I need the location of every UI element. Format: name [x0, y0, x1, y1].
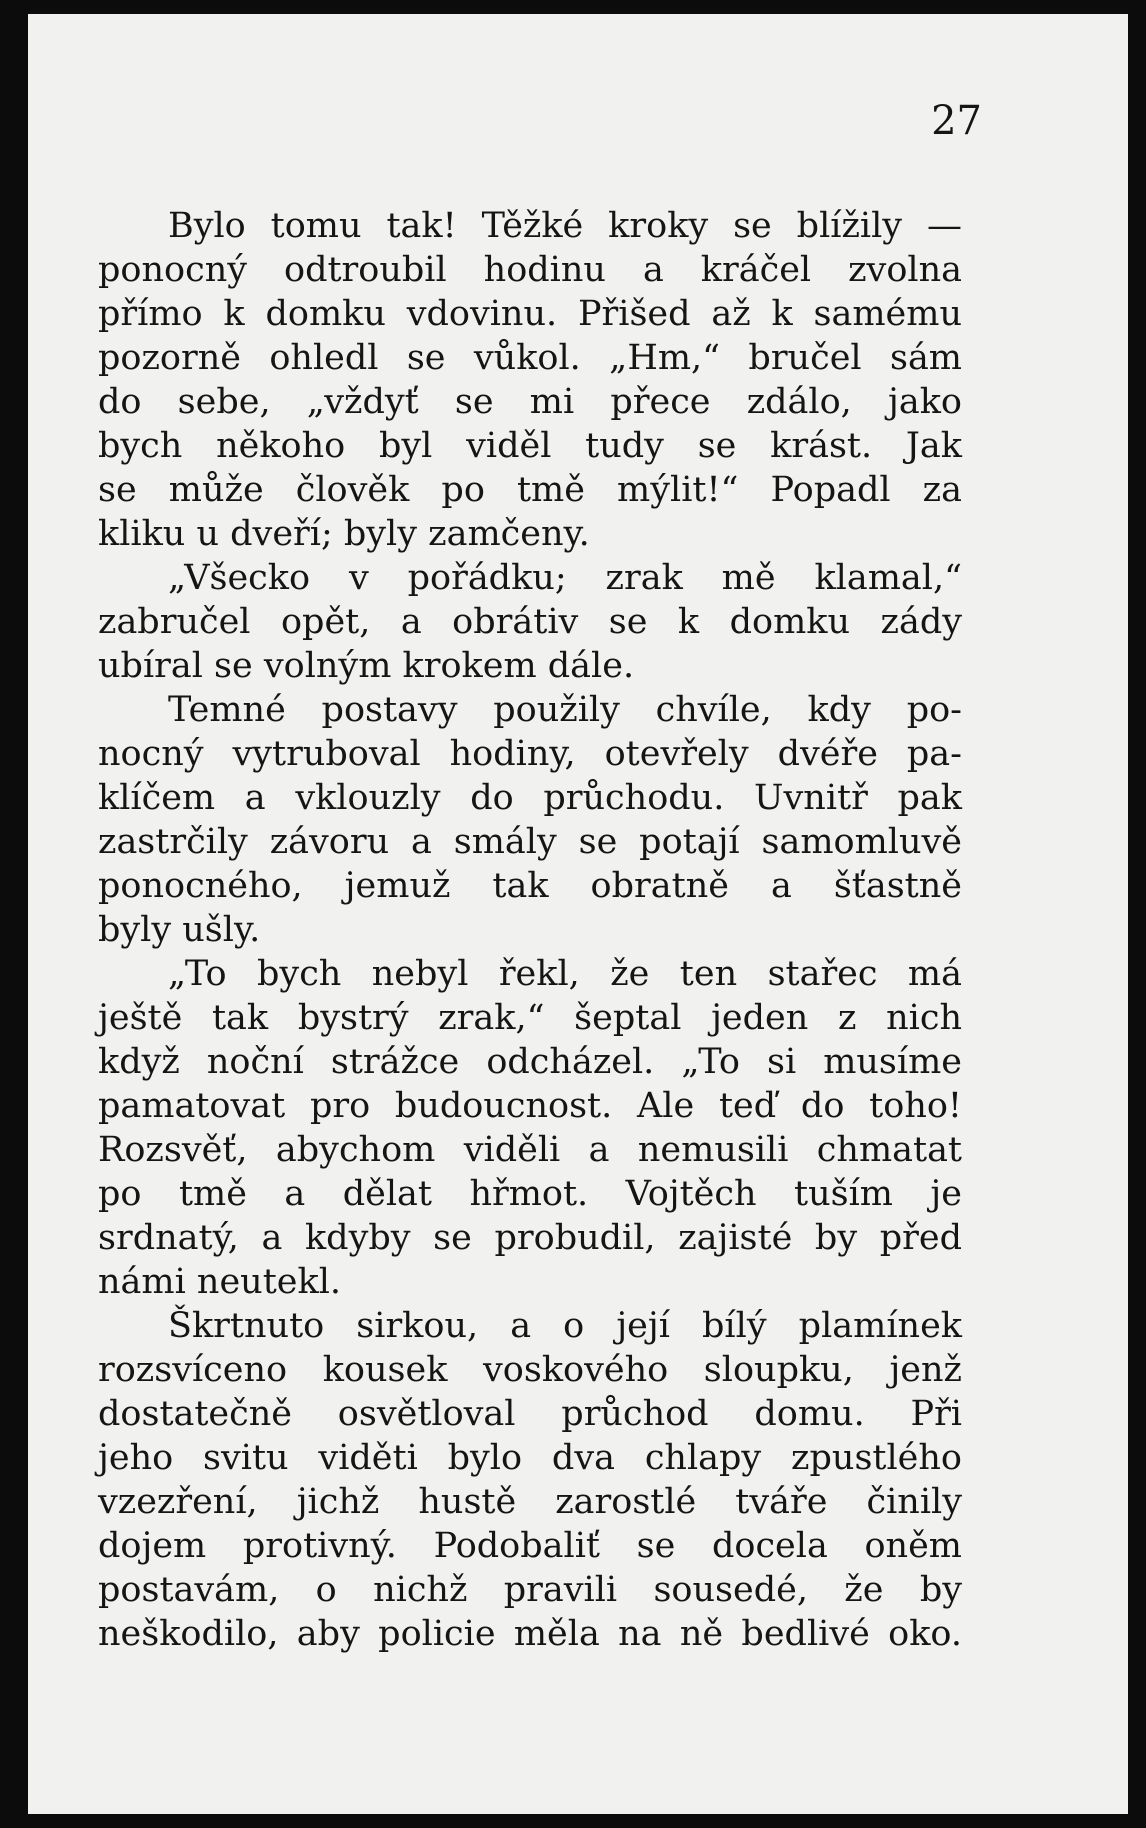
text-line: neškodilo, aby policie měla na ně bedlivé oko. — [98, 1614, 962, 1654]
text-line: se může člověk po tmě mýlit!“ Popadl za — [98, 470, 962, 510]
text-line: ponocný odtroubil hodinu a kráčel zvolna — [98, 250, 962, 290]
text-line: pamatovat pro budoucnost. Ale teď do toho! — [98, 1086, 962, 1126]
text-line: když noční strážce odcházel. „To si musíme — [98, 1042, 962, 1082]
text-line: námi neutekl. — [98, 1262, 342, 1302]
text-line: Rozsvěť, abychom viděli a nemusili chmatat — [98, 1130, 962, 1170]
text-line: klíčem a vklouzly do průchodu. Uvnitř pak — [98, 778, 962, 818]
text-line: byly ušly. — [98, 910, 261, 950]
text-line: pozorně ohledl se vůkol. „Hm,“ bručel sám — [98, 338, 962, 378]
text-line: přímo k domku vdovinu. Přišed až k samému — [98, 294, 962, 334]
body-text — [98, 204, 962, 1656]
text-line: Škrtnuto sirkou, a o její bílý plamínek — [168, 1306, 962, 1346]
text-line: dostatečně osvětloval průchod domu. Při — [98, 1394, 962, 1434]
text-line: Bylo tomu tak! Těžké kroky se blížily — — [168, 206, 962, 246]
text-line: „Všecko v pořádku; zrak mě klamal,“ — [168, 558, 962, 598]
book-page — [28, 14, 1128, 1814]
text-line: ještě tak bystrý zrak,“ šeptal jeden z nich — [98, 998, 962, 1038]
text-line: kliku u dveří; byly zamčeny. — [98, 514, 590, 554]
text-line: nocný vytruboval hodiny, otevřely dvéře pa- — [98, 734, 962, 774]
text-line: Temné postavy použily chvíle, kdy po- — [168, 690, 962, 730]
text-line: ponocného, jemuž tak obratně a šťastně — [98, 866, 962, 906]
text-line: srdnatý, a kdyby se probudil, zajisté by před — [98, 1218, 962, 1258]
text-line: ubíral se volným krokem dále. — [98, 646, 635, 686]
text-line: dojem protivný. Podobaliť se docela oněm — [98, 1526, 962, 1566]
text-line: rozsvíceno kousek voskového sloupku, jenž — [98, 1350, 962, 1390]
text-line: „To bych nebyl řekl, že ten stařec má — [168, 954, 962, 994]
text-line: bych někoho byl viděl tudy se krást. Jak — [98, 426, 962, 466]
text-line: vzezření, jichž hustě zarostlé tváře činily — [98, 1482, 962, 1522]
text-line: zabručel opět, a obrátiv se k domku zády — [98, 602, 962, 642]
text-line: postavám, o nichž pravili sousedé, že by — [98, 1570, 962, 1610]
text-line: do sebe, „vždyť se mi přece zdálo, jako — [98, 382, 962, 422]
text-line: jeho svitu viděti bylo dva chlapy zpustlého — [98, 1438, 962, 1478]
page-number: 27 — [931, 98, 982, 144]
text-line: po tmě a dělat hřmot. Vojtěch tuším je — [98, 1174, 962, 1214]
text-line: zastrčily závoru a smály se potají samomluvě — [98, 822, 962, 862]
